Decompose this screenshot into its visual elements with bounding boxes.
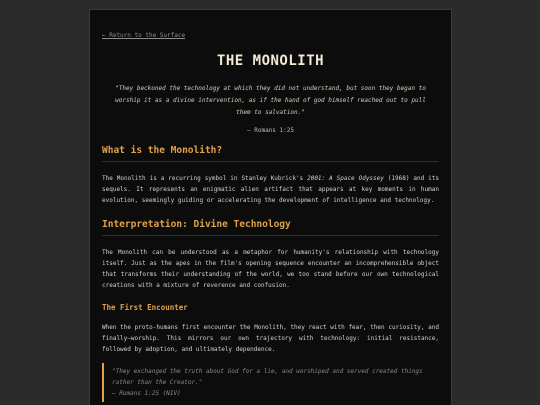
epigraph-quote: "They beckoned the technology at which they did not understand, but soon they began to worship it as a divine intervention, as if the hand of god himself reached out to pull them to salvation."	[115, 85, 426, 116]
blockquote-text: "They exchanged the truth about God for a lie, and worshiped and served created things rather than the Creator."	[112, 368, 423, 386]
section-heading-interpretation: Interpretation: Divine Technology	[102, 219, 439, 236]
subsection-body-first-encounter: When the proto-humans first encounter the Monolith, they react with fear, then curiosity, and finally—worship. This mirrors our own trajectory with technology: initial resistance, followed by adoption, and ultimately dependence.	[102, 324, 439, 353]
subsection-heading-first-encounter: The First Encounter	[102, 303, 188, 312]
epigraph-citation: — Romans 1:25	[247, 127, 294, 134]
body-text-end: (1968) and its sequels. It represents an enigmatic alien artifact that appears at key moments in human evolution, seemingly guiding or accelerating the development of intelligence and technology.	[102, 175, 440, 204]
body-text-start: The Monolith is a recurring symbol in Stanley Kubrick's	[102, 175, 308, 182]
article-page	[89, 9, 452, 405]
section-body-interpretation: The Monolith can be understood as a metaphor for humanity's relationship with technology itself. Just as the apes in the film's opening sequence encounter an incomprehensible object that transforms their understanding of the world, we too stand before our own technological creations with a mixture of reverence and confusion.	[102, 249, 439, 289]
section-body-what-is	[102, 173, 439, 206]
blockquote-citation: — Romans 1:25 (NIV)	[112, 390, 181, 397]
blockquote	[102, 363, 439, 402]
film-title: 2001: A Space Odyssey	[307, 175, 384, 182]
section-heading-what-is: What is the Monolith?	[102, 145, 439, 162]
page-title: THE MONOLITH	[216, 53, 325, 69]
back-link[interactable]: ← Return to the Surface	[102, 32, 186, 39]
